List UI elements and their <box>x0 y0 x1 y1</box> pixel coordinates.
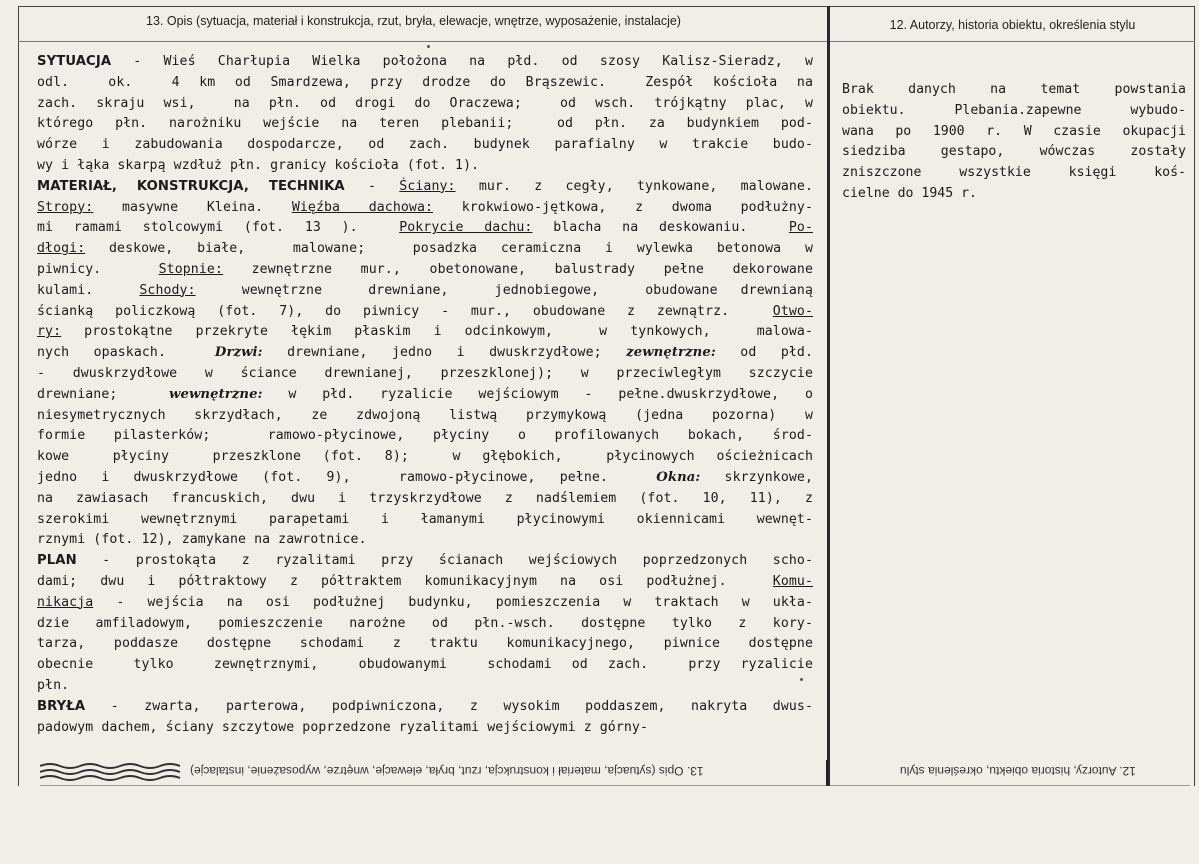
section-13-heading: 13. Opis (sytuacja, materiał i konstrukcja, rzut, bryła, elewacje, wnętrze, wyposażenie, instalacje) <box>146 14 681 28</box>
text-run: - Wieś Charłupia Wielka położona na płd. od szosy Kalisz-Sieradz, w <box>111 54 813 69</box>
text-run: deskowe, białe, malowane; posadzka ceramiczna i wylewka betonowa w <box>85 241 813 257</box>
mirrored-heading-right: 12. Autorzy, historia obiektu, określenia stylu <box>900 764 1136 778</box>
speck <box>427 45 430 48</box>
card-border-left <box>18 6 19 786</box>
text-run: którego płn. narożniku wejście na teren plebanii; od płn. za budynkiem pod- <box>37 116 813 132</box>
text-line <box>37 302 813 323</box>
field-label: Stropy: <box>37 199 94 215</box>
text-line <box>37 572 813 593</box>
text-run: piwnicy. <box>37 261 159 277</box>
section-label: MATERIAŁ, KONSTRUKCJA, TECHNIKA <box>37 178 345 194</box>
text-run: wy i łąka skarpą wzdłuż płn. granicy kościoła (fot. 1). <box>37 157 480 173</box>
text-run: obecnie tylko zewnętrznymi, obudowanymi schodami od zach. przy ryzalicie <box>37 657 813 673</box>
speck <box>800 678 803 681</box>
text-line <box>37 593 813 614</box>
text-run: rznymi (fot. 12), zamykane na zawrotnice. <box>37 532 367 548</box>
text-run: od płd. <box>715 345 813 361</box>
column-divider <box>827 6 830 786</box>
text-line <box>37 530 813 551</box>
section-label: BRYŁA <box>37 698 86 714</box>
text-run: padowym dachem, ściany szczytowe poprzedzone ryzalitami wejściowymi z górny- <box>37 719 649 735</box>
section-12-heading: 12. Autorzy, historia obiektu, określenia stylu <box>889 18 1136 32</box>
text-line <box>37 281 813 302</box>
text-line <box>37 634 813 655</box>
text-line: zniszczone wszystkie księgi koś- <box>842 165 1186 181</box>
field-label: dłogi: <box>37 241 86 257</box>
field-label: Schody: <box>139 282 196 298</box>
text-run: odl. ok. 4 km od Smardzewa, przy drodze do Brąszewic. Zespół kościoła na <box>37 74 813 90</box>
text-line: obiektu. Plebania.zapewne wybudo- <box>842 102 1186 118</box>
text-line <box>37 177 813 198</box>
text-run: - dwuskrzydłowe w ściance drewnianej, przeszklonej); w przeciwległym szczycie <box>37 365 813 381</box>
text-line <box>37 614 813 635</box>
field-label: Pokrycie dachu: <box>399 220 533 236</box>
text-line: siedziba gestapo, wówczas zostały <box>842 144 1186 160</box>
text-run: kowe płyciny przeszklone (fot. 8); w głębokich, płycinowych ościeżnicach <box>37 449 813 465</box>
text-run: dzie amfiladowym, pomieszczenie narożne od płn.-wsch. dostępne tylko z kory- <box>37 615 813 631</box>
description-text <box>37 52 813 738</box>
text-run: - wejścia na osi podłużnej budynku, pomieszczenia w traktach w ukła- <box>93 594 813 610</box>
text-run: tarza, poddasze dostępne schodami z traktu komunikacyjnego, piwnice dostępne <box>37 636 813 652</box>
text-run: jedno i dwuskrzydłowe (fot. 9), ramowo-płycinowe, pełne. <box>37 469 657 485</box>
subfield-label: zewnętrzne: <box>626 345 716 361</box>
text-line <box>37 385 813 406</box>
text-line <box>37 52 813 73</box>
subfield-label: wewnętrzne: <box>169 386 263 402</box>
card-border-right <box>1194 6 1195 786</box>
field-label: Stopnie: <box>158 261 223 277</box>
field-label: Więźba dachowa: <box>291 199 434 215</box>
text-run: - <box>344 178 400 194</box>
field-label: Otwo- <box>772 303 813 319</box>
text-run: niesymetrycznych skrzydłach, ze zdwojoną listwą przymykową (jedna pozorna) w <box>37 407 813 423</box>
text-run: mi ramami stolcowymi (fot. 13 ). <box>37 220 400 236</box>
text-line: cielne do 1945 r. <box>842 185 977 201</box>
field-label: Ściany: <box>399 178 456 194</box>
text-line <box>37 489 813 510</box>
text-line <box>37 364 813 385</box>
text-run: wórze i zabudowania dospodarcze, od zach. budynek parafialny w trakcie budo- <box>37 137 813 153</box>
text-line <box>37 239 813 260</box>
text-line <box>37 198 813 219</box>
field-label: Komu- <box>772 573 813 589</box>
text-run: drewniane, jedno i dwuskrzydłowe; <box>262 345 627 361</box>
text-run: blacha na deskowaniu. <box>532 220 789 236</box>
text-run: dami; dwu i półtraktowy z półtraktem komunikacyjnym na osi podłużnej. <box>37 573 773 589</box>
text-run: zewnętrzne mur., obetonowane, balustrady pełne dekorowane <box>222 261 813 277</box>
text-line <box>37 94 813 115</box>
field-label: nikacja <box>37 594 94 610</box>
subfield-label: Okna: <box>656 469 701 485</box>
text-line <box>37 218 813 239</box>
field-label: ry: <box>37 324 62 340</box>
card-border-top <box>18 6 1195 7</box>
text-run: formie pilasterków; ramowo-płycinowe, płyciny o profilowanych bokach, środ- <box>37 428 813 444</box>
text-run: ścianką policzkową (fot. 7), do piwnicy - mur., obudowane z zewnątrz. <box>37 303 773 319</box>
text-line <box>37 697 813 718</box>
text-line <box>37 551 813 572</box>
text-line <box>37 114 813 135</box>
text-line <box>37 468 813 489</box>
text-run: prostokątne przekryte łękim płaskim i odcinkowym, w tynkowych, malowa- <box>61 324 813 340</box>
text-line <box>37 510 813 531</box>
text-line <box>37 322 813 343</box>
text-line <box>37 135 813 156</box>
text-run: krokwiowo-jętkowa, z dwoma podłużny- <box>433 199 813 215</box>
text-line <box>37 260 813 281</box>
header-underline-right <box>830 41 1195 42</box>
text-run: - prostokąta z ryzalitami przy ścianach wejściowych poprzedzonych scho- <box>76 553 813 569</box>
text-line <box>37 73 813 94</box>
section-label: SYTUACJA <box>37 54 112 69</box>
text-run: na zawiasach francuskich, dwu i trzyskrzydłowe z nadślemiem (fot. 10, 11), z <box>37 490 813 506</box>
text-run: - zwarta, parterowa, podpiwniczona, z wysokim poddaszem, nakryta dwus- <box>85 698 813 714</box>
text-line <box>37 718 813 739</box>
text-run: drewniane; <box>37 386 169 402</box>
text-line: wana po 1900 r. W czasie okupacji <box>842 123 1186 139</box>
text-run: szerokimi wewnętrznymi parapetami i łamanymi płycinowymi okiennicami wewnęt- <box>37 511 813 527</box>
text-run: masywne Kleina. <box>93 199 292 215</box>
text-run: skrzynkowe, <box>700 469 813 485</box>
text-run: wewnętrzne drewniane, jednobiegowe, obudowane drewnianą <box>195 282 813 298</box>
section-label: PLAN <box>37 553 77 569</box>
text-run: kulami. <box>37 282 140 298</box>
text-line <box>37 406 813 427</box>
text-line <box>37 426 813 447</box>
text-run: płn. <box>37 677 70 693</box>
text-line <box>37 676 813 697</box>
text-run: w płd. ryzalicie wejściowym - pełne.dwuskrzydłowe, o <box>262 386 813 402</box>
text-run: nych opaskach. <box>37 345 215 361</box>
history-text <box>842 79 1186 204</box>
subfield-label: Drzwi: <box>214 345 263 361</box>
text-line: Brak danych na temat powstania <box>842 82 1186 97</box>
text-run: mur. z cegły, tynkowane, malowane. <box>455 178 814 194</box>
header-underline-left <box>18 41 827 42</box>
text-run: zach. skraju wsi, na płn. od drogi do Oraczewa; od wsch. trójkątny plac, w <box>37 95 813 111</box>
text-line <box>37 655 813 676</box>
text-line <box>37 156 813 177</box>
field-label: Po- <box>788 220 814 236</box>
text-line <box>37 447 813 468</box>
mirrored-heading-left: 13. Opis (sytuacja, materiał i konstrukcja, rzut, bryła, elewacje, wnętrze, wyposażenie, instalacje) <box>190 764 704 778</box>
text-line <box>37 343 813 364</box>
